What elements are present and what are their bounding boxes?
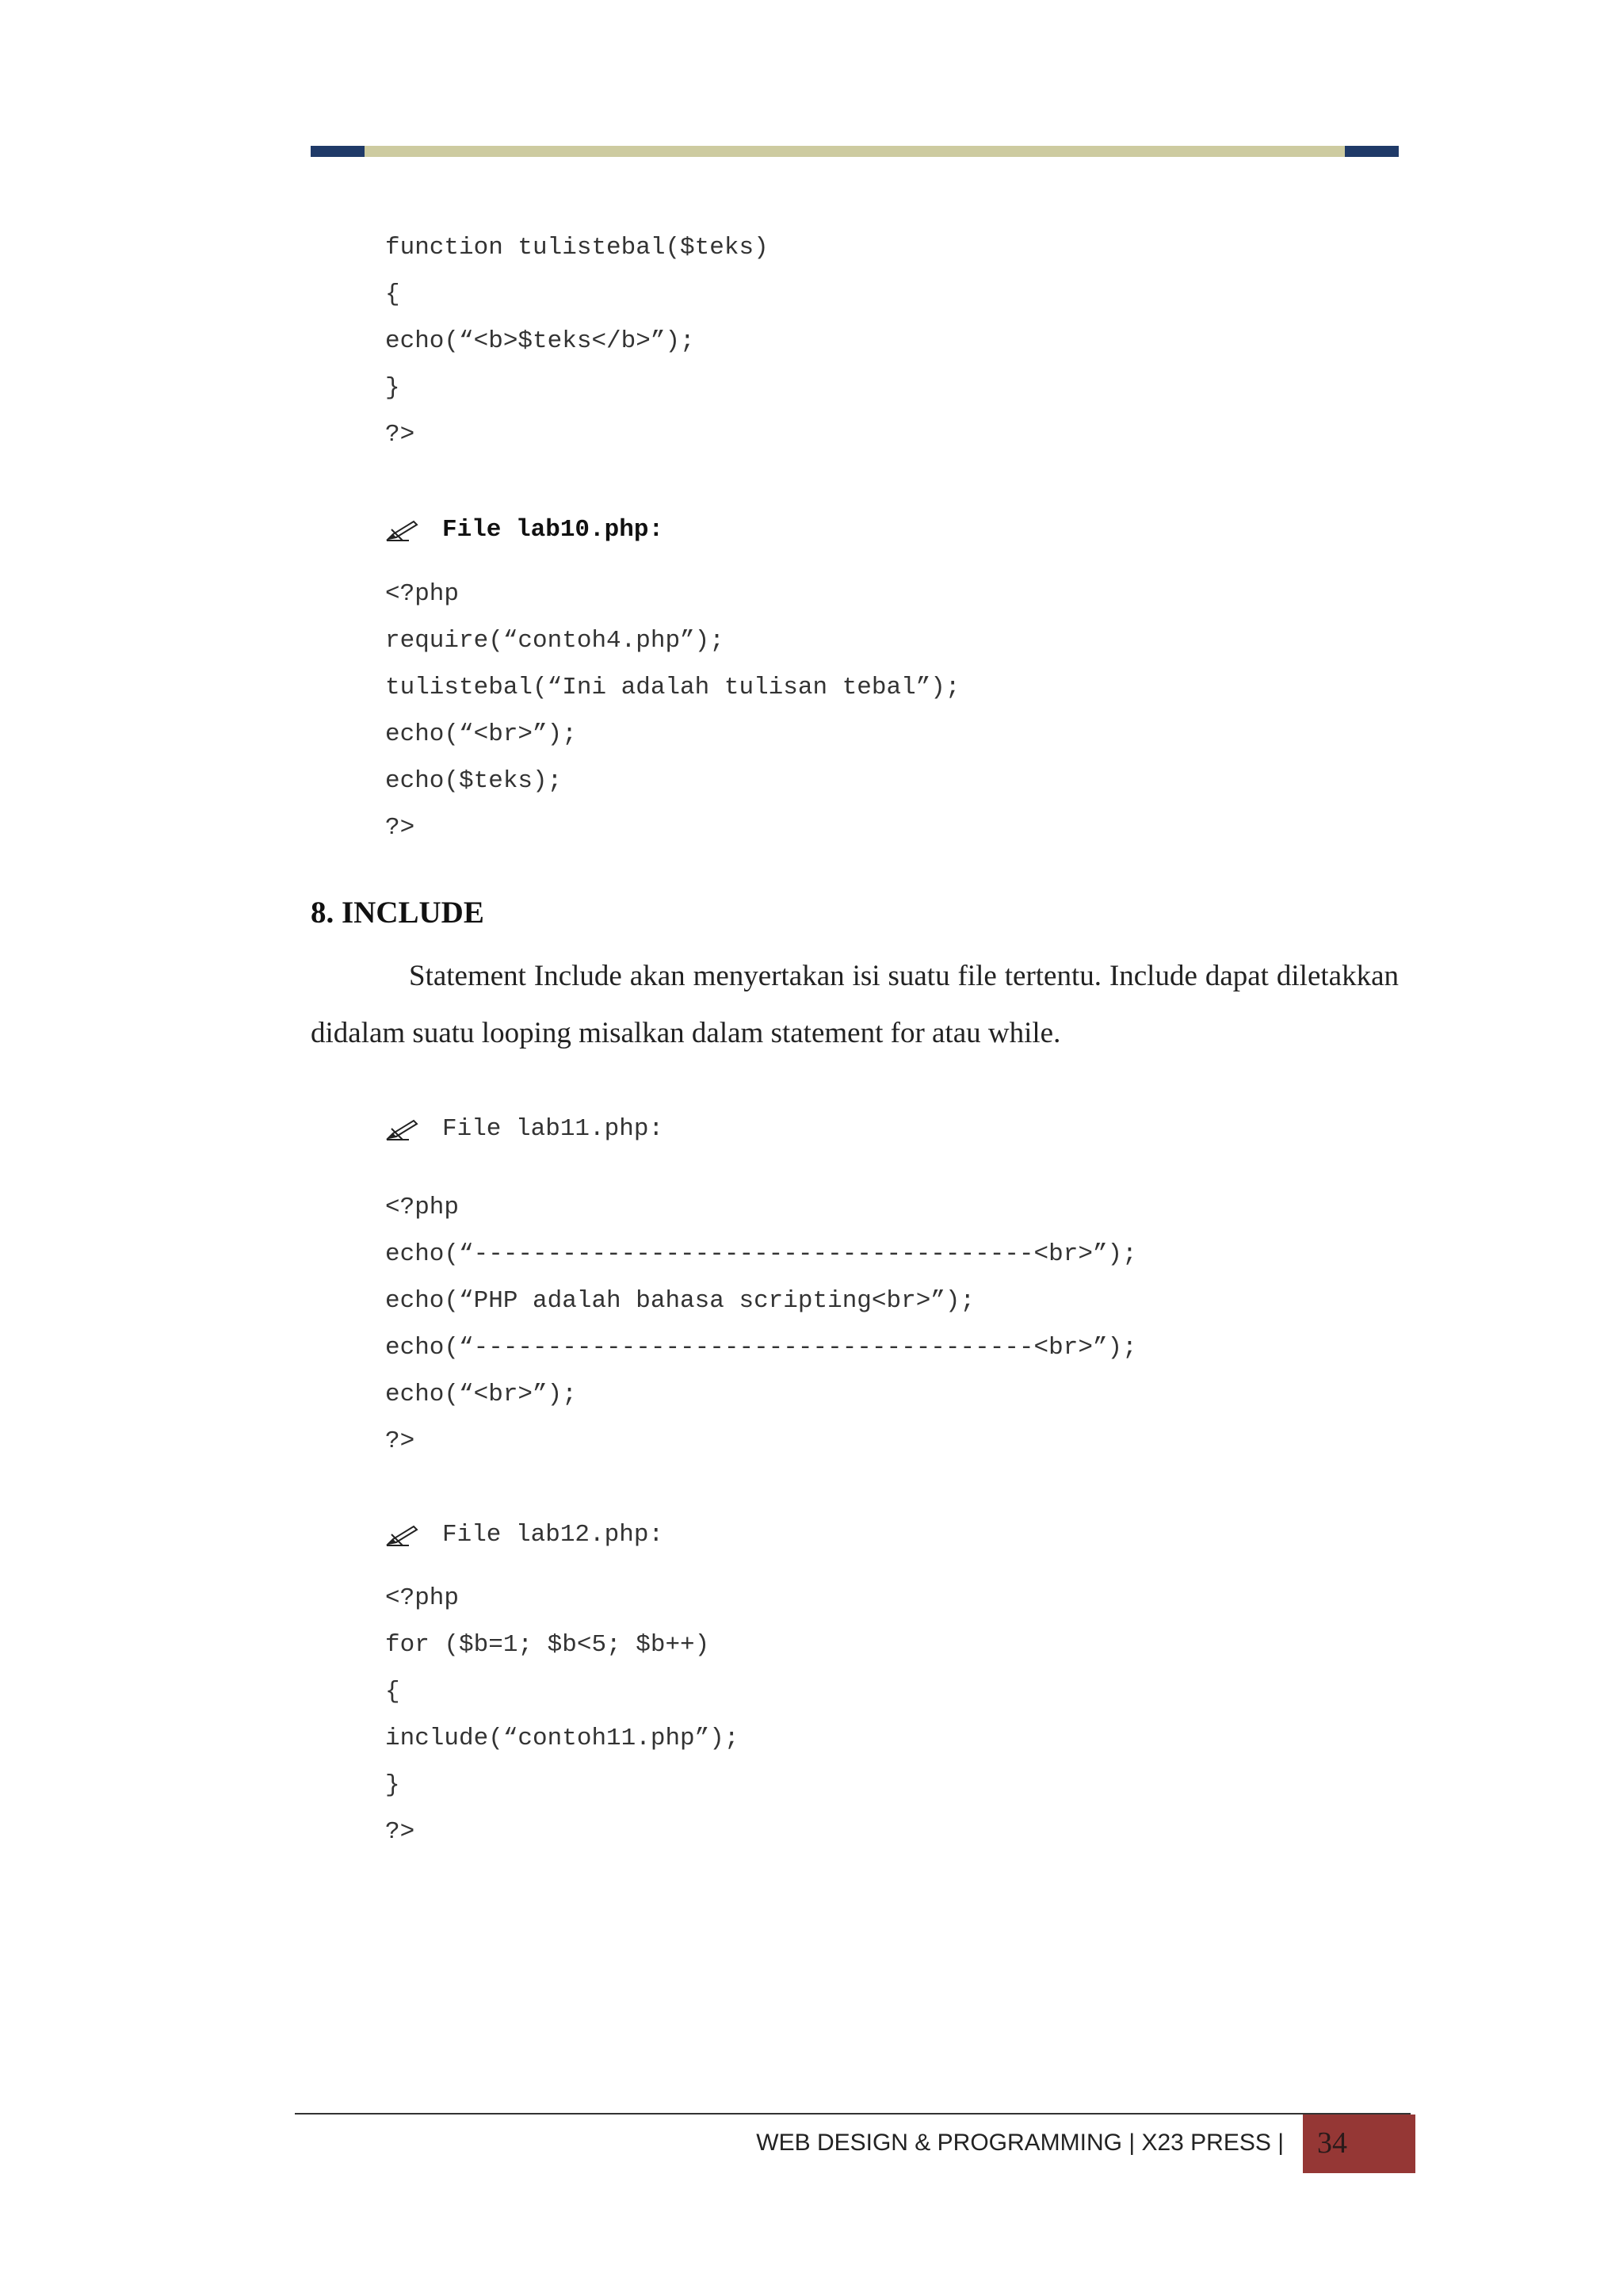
- code-line: echo($teks);: [385, 767, 563, 795]
- code-line: ?>: [385, 814, 415, 842]
- header-rule-left-cap: [311, 146, 365, 157]
- code-line: ?>: [385, 421, 415, 449]
- code-line: ?>: [385, 1427, 415, 1455]
- code-line: <?php: [385, 1584, 460, 1612]
- code-line: echo(“<br>”);: [385, 1381, 577, 1408]
- file-label-text: File lab12.php:: [442, 1521, 664, 1549]
- file-label-text: File lab10.php:: [442, 516, 664, 544]
- file-label-text: File lab11.php:: [442, 1115, 664, 1143]
- code-line: {: [385, 1678, 400, 1706]
- footer-text: WEB DESIGN & PROGRAMMING | X23 PRESS |: [756, 2130, 1284, 2156]
- code-line: {: [385, 281, 400, 308]
- file-label-lab11: [385, 1114, 663, 1144]
- code-line: for ($b=1; $b<5; $b++): [385, 1631, 710, 1659]
- code-line: <?php: [385, 580, 460, 608]
- page-number-box: [1303, 2115, 1415, 2173]
- section-heading: 8. INCLUDE: [311, 896, 484, 930]
- pencil-icon: [385, 1117, 420, 1141]
- code-line: echo(“<br>”);: [385, 720, 577, 748]
- code-line: ?>: [385, 1818, 415, 1846]
- code-line: include(“contoh11.php”);: [385, 1725, 739, 1752]
- header-rule-right-cap: [1345, 146, 1399, 157]
- code-line: }: [385, 1771, 400, 1799]
- pencil-icon: [385, 518, 420, 542]
- section-paragraph: Statement Include akan menyertakan isi suatu file tertentu. Include dapat diletakkan didalam suatu looping misalkan dalam statement for atau while.: [311, 960, 1399, 1049]
- code-line: require(“contoh4.php”);: [385, 627, 724, 655]
- code-line: <?php: [385, 1194, 460, 1221]
- page-number: 34: [1317, 2126, 1347, 2160]
- code-line: }: [385, 374, 400, 402]
- code-line: echo(“PHP adalah bahasa scripting<br>”);: [385, 1287, 976, 1315]
- pencil-icon: [385, 1523, 420, 1547]
- code-line: tulistebal(“Ini adalah tulisan tebal”);: [385, 674, 960, 701]
- header-rule: [311, 146, 1399, 157]
- code-line: function tulistebal($teks): [385, 234, 769, 262]
- file-label-lab12: [385, 1520, 663, 1550]
- code-line: echo(“<b>$teks</b>”);: [385, 327, 695, 355]
- code-line: echo(“--------------------------------------<br>”);: [385, 1240, 1137, 1268]
- footer-rule: [295, 2113, 1411, 2115]
- code-line: echo(“--------------------------------------<br>”);: [385, 1334, 1137, 1362]
- file-label-lab10: [385, 515, 663, 545]
